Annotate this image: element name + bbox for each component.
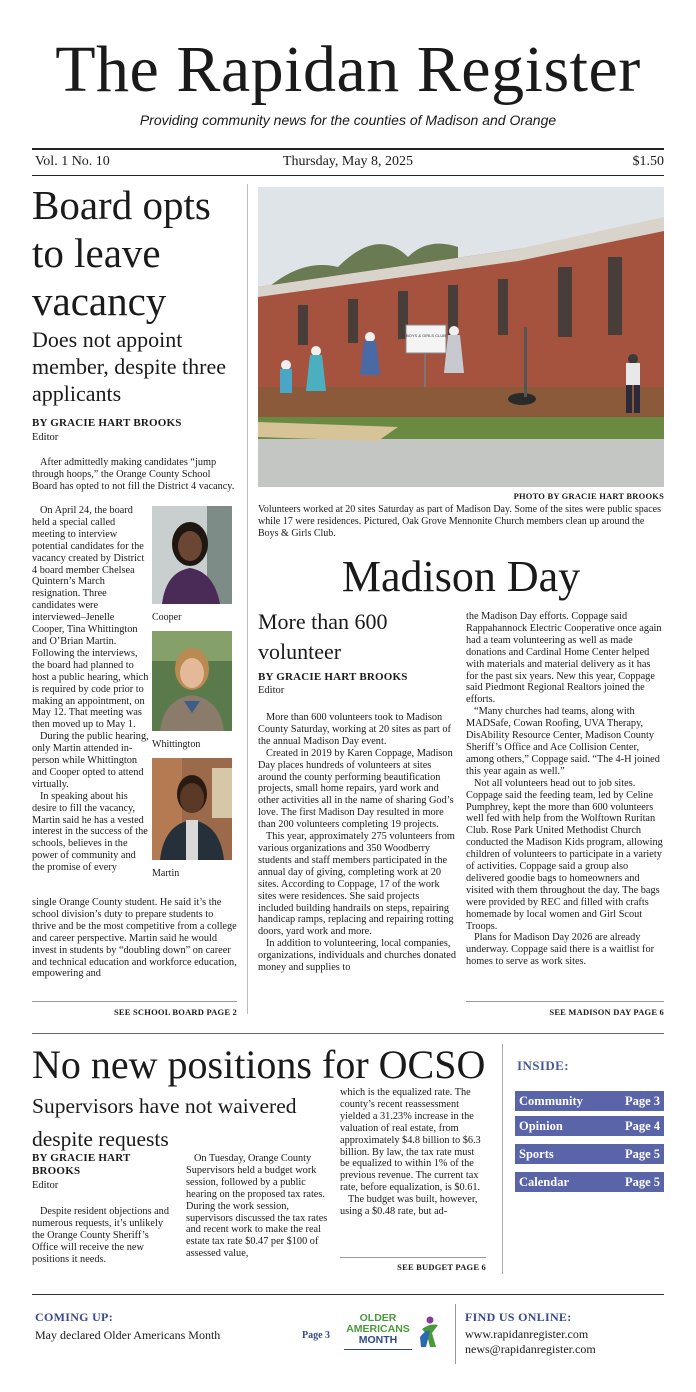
issue-price: $1.50: [632, 154, 664, 169]
footer-rule: [32, 1294, 664, 1295]
madison-jump-rule: [466, 1001, 664, 1002]
find-us-title: FIND US ONLINE:: [465, 1310, 572, 1324]
masthead-rule: [32, 148, 664, 150]
martin-caption: Martin: [152, 868, 180, 879]
volume-number: Vol. 1 No. 10: [35, 154, 110, 169]
email-link[interactable]: news@rapidanregister.com: [465, 1342, 596, 1356]
madison-byline-role: Editor: [258, 685, 285, 696]
ocso-byline: BY GRACIE HART BROOKS: [32, 1152, 131, 1177]
martin-photo: [152, 758, 232, 860]
ocso-byline-role: Editor: [32, 1180, 59, 1191]
older-americans-logo: [340, 1313, 440, 1359]
section-rule: [32, 1033, 664, 1034]
ocso-deck: Supervisors have not waivered despite requests: [32, 1094, 297, 1151]
madison-body-col2: the Madison Day efforts. Coppage said Rappahannock Electric Cooperative once again had a team volunteering as well as made donations and Cardinal Home Center helped with materials and material delivery as it has for the past six years. New this year, Coppage said Piedmont Regional Realtors joined the efforts. “Many churches had teams, along with MADSafe, Cowan Roofing, UVA Therapy, DisAbility Resource Center, Madison County Sheriff’s Office and Ace Collision Center, among others,” Coppage said. “The 4-H joined this year again as well.” Not all volunteers head out to job sites. Coppage said the feeding team, led by Celine Pumphrey, kept the more than 600 volunteers well fed with help from the Wolftown Ruritan Club. Rose Park United Methodist Church conducted the Madison Kids program, allowing children of volunteers to participate in a variety of activities. Coppage said a group also delivered goodie bags to homeowners and visited with them throughout the day. The bags were provided by REC and filled with crafts homemade by local women and Girl Scout Troops. Plans for Madison Day 2026 are already underway. Coppage said there is a waitlist for homes to serve as work sites.: [466, 611, 663, 968]
column-divider: [247, 184, 248, 1014]
madison-day-photo: [258, 187, 664, 487]
madison-photo-credit: PHOTO BY GRACIE HART BROOKS: [513, 491, 664, 501]
ocso-body-col2: On Tuesday, Orange County Supervisors held a budget work session, followed by a public hearing on the proposed tax rates. During the work session, supervisors discussed the tax rates and recent work to make the real estate tax rate $0.47 per $100 of assessed value,: [186, 1153, 328, 1260]
footer-divider: [455, 1304, 456, 1364]
ocso-body-col3: which is the equalized rate. The county’s recent reassessment yielded a 31.23% increase in the valuation of real estate, from approximately $4.8 billion to $6.3 billion. By law, the tax rate must be equalized to within 1% of the previous revenue. The current tax rate, before equalization, is $0.61. The budget was built, however, using a $0.48 rate, but ad-: [340, 1087, 481, 1218]
inside-title: INSIDE:: [517, 1058, 569, 1073]
whittington-photo: [152, 631, 232, 731]
logo-line-2: AMERICANS: [346, 1323, 410, 1335]
board-deck: Does not appoint member, despite three applicants: [32, 327, 226, 406]
cooper-caption: Cooper: [152, 612, 182, 623]
whittington-caption: Whittington: [152, 739, 201, 750]
ocso-headline: No new positions for OCSO: [32, 1042, 486, 1087]
logo-line-1: OLDER: [359, 1312, 397, 1324]
masthead-title: The Rapidan Register: [55, 33, 641, 106]
inside-divider: [502, 1044, 503, 1274]
ocso-body-col1: Despite resident objections and numerous requests, it’s unlikely the Orange County Sheriff’s Office will receive the new positions it needs.: [32, 1206, 169, 1265]
coming-up-page[interactable]: Page 3: [302, 1330, 331, 1341]
ocso-jump-link[interactable]: SEE BUDGET PAGE 6: [397, 1262, 486, 1272]
madison-jump-link[interactable]: SEE MADISON DAY PAGE 6: [549, 1007, 664, 1017]
inside-item-community[interactable]: Community Page 3: [515, 1091, 664, 1111]
logo-line-3: MONTH: [358, 1334, 398, 1346]
board-body-narrow: On April 24, the board held a special called meeting to interview potential candidates for the vacancy created by District 4 board member Chelsea Quintern’s March resignation. Three candidates were interviewed–Jenelle Cooper, Tina Whittington and O’Brian Martin. Following the interviews, the board had planned to host a public hearing, which is required by code prior to making an appointment, on May 12. That meeting was then moved up to May 1. During the public hearing, only Martin attended in-person while Whittington and Cooper opted to attend virtually. In speaking about his desire to fill the vacancy, Martin said he has a vested interest in the success of the schools, believes in the power of community and the promise of every: [32, 505, 149, 874]
issue-date: Thursday, May 8, 2025: [282, 154, 414, 169]
board-headline: Board opts to leave vacancy: [32, 182, 211, 324]
madison-body-col1: More than 600 volunteers took to Madison County Saturday, working at 20 sites as part of the annual Madison Day event. Created in 2019 by Karen Coppage, Madison Day places hundreds of volunteers at sites around the county performing beautification projects, small home repairs, yard work and other activities all in the name of sharing God’s love. The first Madison Day resulted in more than 200 volunteers completing 19 projects. This year, approximately 275 volunteers from various organizations and 350 Woodberry students and staff members participated in the annual day of giving, completing work at 20 sites. According to Coppage, 17 of the work sites were residences. She said projects included building handrails on steps, repairing handicap ramps, replacing and repairing rotting doors, yard work and more. In addition to volunteering, local companies, organizations, individuals and churches donated money and supplies to: [258, 712, 456, 974]
dateline-rule: [32, 175, 664, 176]
board-body-wide: single Orange County student. He said it’s the school division’s duty to prepare students to thrive and be the most competitive from a college and career perspective. Martin said he would invest in students by “doubling down” on career and technical education and workforce education, empowering and: [32, 897, 237, 980]
board-jump-rule: [32, 1001, 237, 1002]
coming-up-title: COMING UP:: [35, 1310, 113, 1324]
website-link[interactable]: www.rapidanregister.com: [465, 1327, 589, 1341]
inside-item-calendar[interactable]: Calendar Page 5: [515, 1172, 664, 1192]
inside-item-opinion[interactable]: Opinion Page 4: [515, 1116, 664, 1136]
madison-headline: Madison Day: [341, 552, 581, 601]
madison-byline: BY GRACIE HART BROOKS: [258, 671, 408, 683]
board-byline: BY GRACIE HART BROOKS: [32, 417, 182, 429]
board-intro: After admittedly making candidates “jump through hoops,” the Orange County School Board has opted to not fill the District 4 vacancy.: [32, 457, 235, 492]
inside-item-sports[interactable]: Sports Page 5: [515, 1144, 664, 1164]
photo-sign-text: BOYS & GIRLS CLUB: [406, 333, 446, 338]
coming-up-text: May declared Older Americans Month: [35, 1328, 221, 1342]
board-byline-role: Editor: [32, 432, 59, 443]
masthead-tagline: Providing community news for the counties of Madison and Orange: [139, 112, 557, 128]
logo-figure-icon: [418, 1315, 440, 1349]
cooper-photo: [152, 506, 232, 604]
madison-deck: More than 600 volunteer: [258, 609, 388, 664]
ocso-jump-rule: [340, 1257, 486, 1258]
logo-underline: [344, 1349, 412, 1350]
board-jump-link[interactable]: SEE SCHOOL BOARD PAGE 2: [114, 1007, 237, 1017]
madison-photo-caption: Volunteers worked at 20 sites Saturday as part of Madison Day. Some of the sites were public spaces while 17 were residences. Pictured, Oak Grove Mennonite Church members clean up around the Boys & Girls Club.: [258, 504, 661, 539]
